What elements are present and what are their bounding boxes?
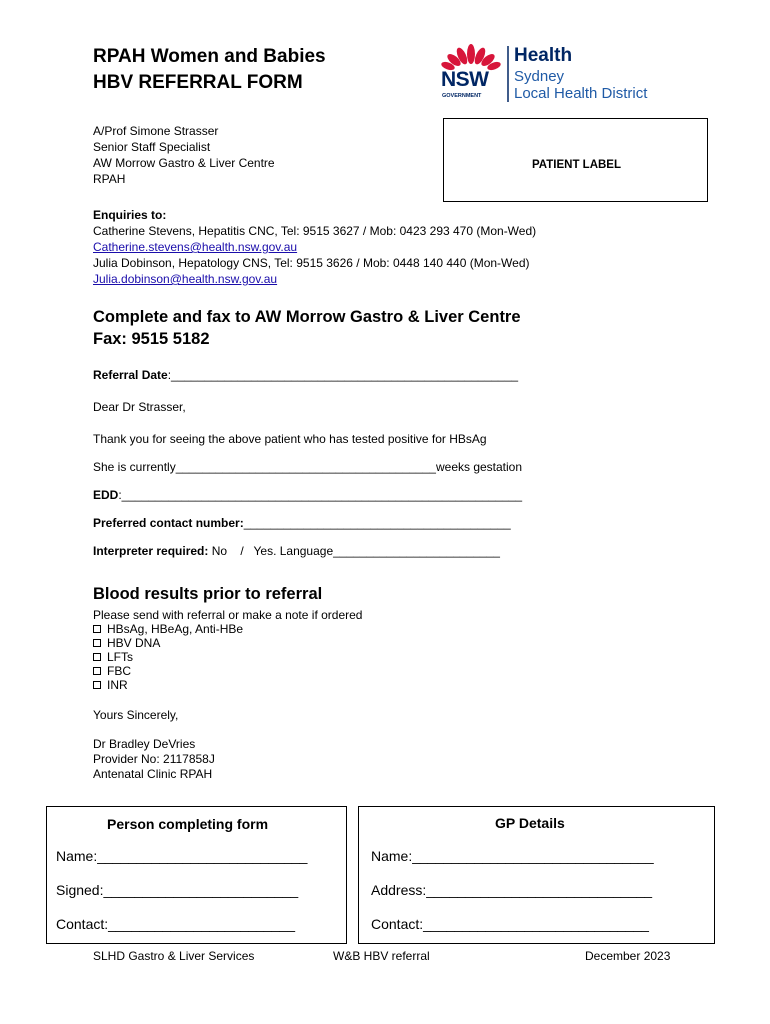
person-box-heading: Person completing form	[107, 816, 269, 832]
addressee-line: AW Morrow Gastro & Liver Centre	[93, 156, 275, 170]
page-title	[93, 44, 326, 96]
referral-date-blank: :____________________________________________________	[167, 368, 519, 382]
referral-date-label: Referral Date	[93, 368, 168, 382]
footer-center: W&B HBV referral	[333, 949, 430, 963]
blood-results-heading: Blood results prior to referral	[93, 585, 323, 603]
checkbox-icon[interactable]	[93, 667, 101, 675]
addressee-line: Senior Staff Specialist	[93, 140, 211, 154]
contact-number-field[interactable]	[93, 516, 511, 530]
salutation: Dear Dr Strasser,	[93, 400, 186, 414]
checkbox-icon[interactable]	[93, 639, 101, 647]
interpreter-options: No / Yes. Language_________________________	[208, 544, 500, 558]
footer-right: December 2023	[585, 949, 671, 963]
blood-item-label: FBC	[107, 664, 131, 678]
footer-left: SLHD Gastro & Liver Services	[93, 949, 255, 963]
contact-number-label: Preferred contact number:	[93, 516, 244, 530]
person-name-field[interactable]: Name:___________________________	[56, 848, 308, 864]
blood-item[interactable]	[93, 622, 362, 636]
enquiries-heading: Enquiries to:	[93, 208, 167, 222]
email-link-1[interactable]: Catherine.stevens@health.nsw.gov.au	[93, 240, 298, 254]
person-contact-field[interactable]: Contact:________________________	[56, 916, 296, 932]
person-signed-field[interactable]: Signed:_________________________	[56, 882, 299, 898]
gp-address-field[interactable]: Address:_____________________________	[371, 882, 653, 898]
health-text: Health	[514, 45, 573, 66]
checkbox-icon[interactable]	[93, 681, 101, 689]
provider-number: Provider No: 2117858J	[93, 752, 215, 766]
yours-sincerely: Yours Sincerely,	[93, 708, 179, 722]
blood-item[interactable]	[93, 650, 362, 664]
email-link-2[interactable]: Julia.dobinson@health.nsw.gov.au	[93, 272, 278, 286]
fax-line-2: Fax: 9515 5182	[93, 330, 210, 348]
checkbox-icon[interactable]	[93, 625, 101, 633]
edd-field[interactable]	[93, 488, 522, 502]
contact-number-blank: ________________________________________	[243, 516, 511, 530]
blood-item-label: LFTs	[107, 650, 134, 664]
blood-item-label: INR	[107, 678, 128, 692]
gp-details-box	[358, 806, 715, 944]
gp-contact-field[interactable]: Contact:_____________________________	[371, 916, 649, 932]
addressee-line: RPAH	[93, 172, 126, 186]
gestation-field[interactable]: She is currently_______________________________________weeks gestation	[93, 460, 523, 474]
blood-item-label: HBV DNA	[107, 636, 161, 650]
blood-results-list	[93, 608, 362, 692]
district-text	[514, 68, 647, 102]
district-line-1: Sydney	[514, 68, 565, 85]
edd-label: EDD	[93, 488, 119, 502]
blood-item-label: HBsAg, HBeAg, Anti-HBe	[107, 622, 244, 636]
interpreter-field[interactable]	[93, 544, 500, 558]
fax-heading	[93, 306, 521, 350]
blood-item[interactable]	[93, 636, 362, 650]
blood-item[interactable]	[93, 664, 362, 678]
gp-name-field[interactable]: Name:_______________________________	[371, 848, 654, 864]
district-line-2: Local Health District	[514, 85, 648, 102]
enquiries-contact-1: Catherine Stevens, Hepatitis CNC, Tel: 9515 3627 / Mob: 0423 293 470 (Mon-Wed)	[93, 224, 537, 238]
clinic-name: Antenatal Clinic RPAH	[93, 767, 213, 781]
nsw-text: NSW	[441, 68, 489, 91]
thanks-text: Thank you for seeing the above patient who has tested positive for HBsAg	[93, 432, 487, 446]
blood-item[interactable]	[93, 678, 362, 692]
edd-blank: :____________________________________________________________	[118, 488, 523, 502]
addressee-line: A/Prof Simone Strasser	[93, 124, 219, 138]
enquiries-block	[93, 207, 536, 287]
addressee-block	[93, 123, 275, 187]
sign-off-block	[93, 708, 215, 782]
title-line-2: HBV REFERRAL FORM	[93, 72, 303, 93]
interpreter-label: Interpreter required:	[93, 544, 209, 558]
referral-date-field[interactable]	[93, 368, 518, 382]
title-line-1: RPAH Women and Babies	[93, 46, 326, 67]
government-text: GOVERNMENT	[442, 93, 482, 99]
gp-box-heading: GP Details	[495, 815, 565, 831]
doctor-name: Dr Bradley DeVries	[93, 737, 196, 751]
enquiries-contact-2: Julia Dobinson, Hepatology CNS, Tel: 9515 3626 / Mob: 0448 140 440 (Mon-Wed)	[93, 256, 530, 270]
patient-label-text: PATIENT LABEL	[531, 159, 621, 171]
blood-note: Please send with referral or make a note if ordered	[93, 608, 363, 622]
fax-line-1: Complete and fax to AW Morrow Gastro & Liver Centre	[93, 308, 521, 326]
person-completing-box	[46, 806, 347, 944]
checkbox-icon[interactable]	[93, 653, 101, 661]
patient-label-box	[443, 118, 708, 202]
